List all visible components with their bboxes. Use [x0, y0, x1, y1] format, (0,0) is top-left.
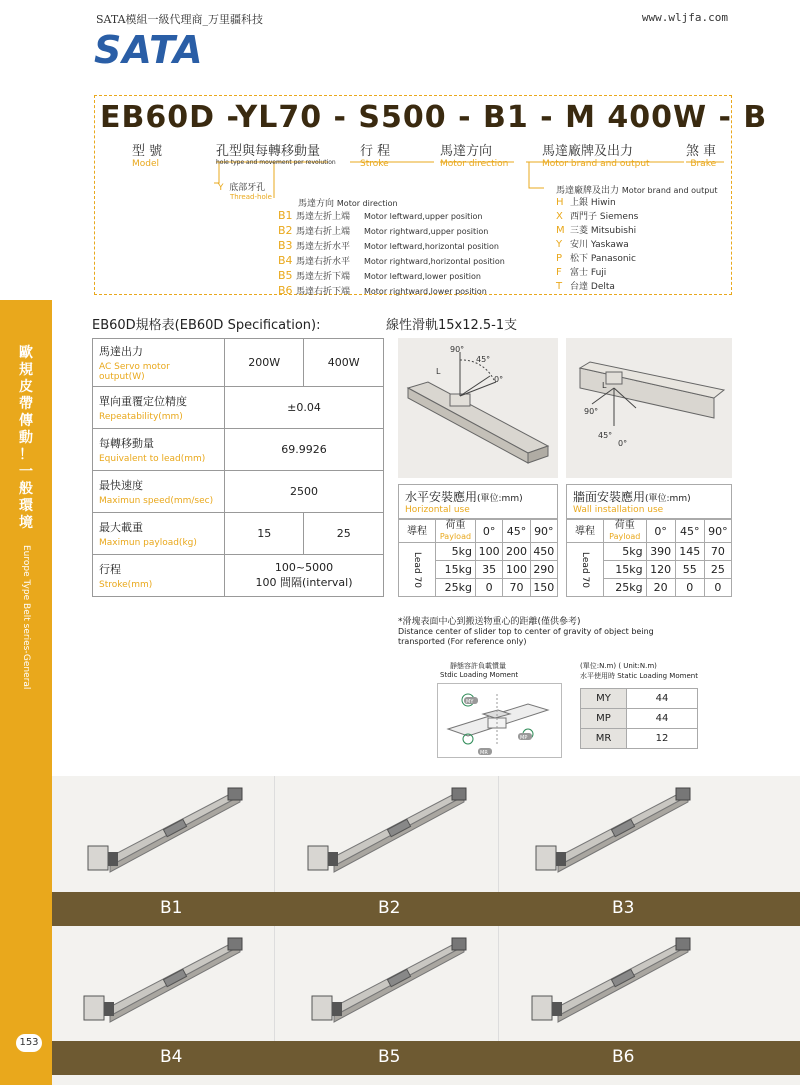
- lead-label: Lead 70: [567, 543, 604, 597]
- thread-hole-option: Y 底部牙孔 Thread-hole: [218, 183, 272, 201]
- angle-header: 90°: [530, 520, 557, 543]
- motor-direction-item: B4 馬達右折水平 Motor rightward,horizontal position: [278, 254, 505, 267]
- moment-row: [581, 709, 698, 729]
- spec-value: 400W: [304, 339, 384, 387]
- h-angle-45: 45°: [476, 355, 491, 364]
- motor-direction-item: B1 馬達左折上端 Motor leftward,upper position: [278, 209, 483, 222]
- lead-header: 導程: [399, 520, 436, 543]
- lead-label: Lead 70: [399, 543, 436, 597]
- moment-row: [581, 689, 698, 709]
- sidebar-char: 環: [19, 498, 33, 514]
- horizontal-mount-drawing: [398, 338, 558, 478]
- spec-label: 行程 Stroke(mm): [93, 555, 225, 597]
- product-label: B6: [612, 1047, 635, 1067]
- label-motor-direction: 馬達方向 Motor direction: [440, 144, 509, 169]
- product-label: B3: [612, 898, 635, 918]
- sidebar-char: 傳: [19, 413, 33, 429]
- motor-brand-item: T 台達 Delta: [556, 281, 615, 292]
- w-angle-90: 90°: [584, 407, 599, 416]
- label-brake: 煞 車 Brake: [686, 144, 717, 169]
- spec-value: 100~5000 100 間隔(interval): [225, 555, 384, 597]
- motor-brand-item: Y 安川 Yaskawa: [556, 239, 629, 250]
- horizontal-use-title: 水平安裝應用(單位:mm) Horizontal use: [398, 484, 558, 519]
- horizontal-use-block: [398, 484, 558, 597]
- sidebar-char: 歐: [19, 345, 33, 361]
- angle-header: 90°: [704, 520, 731, 543]
- load-header-row: [567, 520, 732, 543]
- payload-cell: 25kg: [435, 579, 475, 597]
- wall-use-block: [566, 484, 732, 597]
- wall-mount-diagram: [566, 338, 732, 478]
- sidebar-char: 一: [19, 464, 33, 480]
- motor-brand-item: H 上銀 Hiwin: [556, 197, 616, 208]
- moment-key: MP: [581, 709, 627, 729]
- label-stroke: 行 程 Stroke: [360, 144, 391, 169]
- load-value: 100: [503, 561, 530, 579]
- spec-label: 最大載重 Maximun payload(kg): [93, 513, 225, 555]
- motor-direction-item: B5 馬達左折下端 Motor leftward,lower position: [278, 269, 481, 282]
- load-value: 150: [530, 579, 557, 597]
- load-value: 0: [675, 579, 704, 597]
- spec-row: [93, 387, 384, 429]
- sidebar-char: 規: [19, 362, 33, 378]
- product-label-band: [52, 1041, 800, 1075]
- sidebar-char: 皮: [19, 379, 33, 395]
- moment-value: 44: [627, 689, 698, 709]
- motor-brand-item: X 西門子 Siemens: [556, 211, 639, 222]
- w-angle-0: 0°: [618, 439, 628, 448]
- motor-brand-item: P 松下 Panasonic: [556, 253, 636, 264]
- load-value: 145: [675, 543, 704, 561]
- load-value: 0: [475, 579, 502, 597]
- product-label: B5: [378, 1047, 401, 1067]
- payload-cell: 15kg: [603, 561, 646, 579]
- product-image-b5: [288, 930, 512, 1048]
- product-label-band: [52, 892, 800, 926]
- motor-direction-item: B3 馬達左折水平 Motor leftward,horizontal position: [278, 239, 499, 252]
- payload-header: 荷重 Payload: [435, 520, 475, 543]
- sidebar-subtitle: Europe Type Belt series-General: [21, 545, 31, 690]
- gallery-divider: [498, 776, 499, 894]
- motor-brand-list: 馬達廠牌及出力 Motor brand and output H 上銀 Hiwin X 西門子 Siemens M 三菱 Mitsubishi Y 安川 Yaskawa P 松下 Panasonic F 富士 Fuji T 台達 Delta: [556, 186, 718, 292]
- load-value: 25: [704, 561, 731, 579]
- motor-brand-item: M 三菱 Mitsubishi: [556, 225, 637, 236]
- rail-heading: 線性滑軌15x12.5-1支: [386, 318, 518, 333]
- load-value: 120: [646, 561, 675, 579]
- label-hole-type: 孔型與每轉移動量 hole type and movement per revolution: [216, 144, 336, 166]
- model-code-title: EB60D -YL70 - S500 - B1 - M 400W - B: [100, 100, 768, 135]
- svg-text:MP: MP: [520, 735, 528, 741]
- sidebar-title: [14, 345, 38, 532]
- static-moment-unit: (單位:N.m) ( Unit:N.m) 水平使用時 Static Loading Moment: [580, 662, 698, 680]
- label-model: 型 號 Model: [132, 144, 163, 169]
- sidebar-char: ！: [19, 447, 33, 463]
- load-header-row: [399, 520, 558, 543]
- spec-row: [93, 339, 384, 387]
- angle-header: 0°: [475, 520, 502, 543]
- payload-header: 荷重 Payload: [603, 520, 646, 543]
- load-row: [399, 543, 558, 561]
- payload-cell: 15kg: [435, 561, 475, 579]
- product-label: B4: [160, 1047, 183, 1067]
- product-image-b6: [512, 930, 736, 1048]
- h-angle-90: 90°: [450, 345, 465, 354]
- wall-use-title: 牆面安裝應用(單位:mm) Wall installation use: [566, 484, 732, 519]
- product-image-b3: [512, 780, 736, 898]
- product-image-b4: [64, 930, 288, 1048]
- label-motor-brand: 馬達廠牌及出力 Motor brand and output: [542, 144, 650, 169]
- spec-row: [93, 555, 384, 597]
- static-moment-diagram: [437, 683, 562, 758]
- load-value: 450: [530, 543, 557, 561]
- motor-brand-item: F 富士 Fuji: [556, 267, 607, 278]
- load-value: 100: [475, 543, 502, 561]
- motor-direction-item: B2 馬達右折上端 Motor rightward,upper position: [278, 224, 489, 237]
- spec-table: [92, 338, 384, 597]
- moment-value: 44: [627, 709, 698, 729]
- wall-use-table: [566, 519, 732, 597]
- static-moment-title: 靜態容許負載慣量 Stdic Loading Moment: [440, 662, 519, 679]
- spec-row: [93, 429, 384, 471]
- spec-value: 69.9926: [225, 429, 384, 471]
- actuator-drawing: [288, 930, 512, 1038]
- header-website: www.wljfa.com: [641, 11, 728, 24]
- payload-cell: 5kg: [435, 543, 475, 561]
- moment-value: 12: [627, 729, 698, 749]
- actuator-drawing: [512, 780, 736, 888]
- actuator-drawing: [288, 780, 512, 888]
- spec-row: [93, 471, 384, 513]
- load-value: 70: [704, 543, 731, 561]
- spec-value: 15: [225, 513, 304, 555]
- motor-direction-item: B6 馬達右折下端 Motor rightward,lower position: [278, 284, 487, 297]
- motor-direction-list: 馬達方向 Motor direction B1 馬達左折上端 Motor leftward,upper position B2 馬達右折上端 Motor rightward,upper position B3 馬達左折水平 Motor leftward,horizontal position B4 馬達右折水平 Motor rightward,horizontal position B5 馬達左折下端 Motor leftward,lower position B6 馬達右折下端 Motor rightward,lower position: [278, 199, 505, 297]
- gallery-divider: [274, 776, 275, 894]
- payload-cell: 5kg: [603, 543, 646, 561]
- spec-heading: EB60D規格表(EB60D Specification):: [92, 318, 321, 333]
- gallery-divider: [498, 926, 499, 1044]
- static-moment-table: [580, 688, 698, 749]
- wall-mount-drawing: [566, 338, 732, 478]
- actuator-drawing: [64, 780, 288, 888]
- header-distributor: SATA模組一級代理商_万里疆科技: [96, 13, 264, 26]
- sidebar-char: 帶: [19, 396, 33, 412]
- load-value: 0: [704, 579, 731, 597]
- load-value: 35: [475, 561, 502, 579]
- load-value: 390: [646, 543, 675, 561]
- product-image-b1: [64, 780, 288, 898]
- lead-header: 導程: [567, 520, 604, 543]
- page-number: 153: [16, 1034, 42, 1052]
- load-value: 55: [675, 561, 704, 579]
- load-value: 20: [646, 579, 675, 597]
- w-angle-45: 45°: [598, 431, 613, 440]
- angle-header: 0°: [646, 520, 675, 543]
- spec-value: 25: [304, 513, 384, 555]
- spec-value: 200W: [225, 339, 304, 387]
- moment-key: MY: [581, 689, 627, 709]
- horizontal-use-table: [398, 519, 558, 597]
- moment-key: MR: [581, 729, 627, 749]
- load-row: [567, 543, 732, 561]
- moment-drawing: [438, 684, 563, 759]
- load-value: 200: [503, 543, 530, 561]
- h-angle-0: 0°: [494, 375, 504, 384]
- actuator-drawing: [64, 930, 288, 1038]
- payload-cell: 25kg: [603, 579, 646, 597]
- spec-value: ±0.04: [225, 387, 384, 429]
- svg-text:MR: MR: [480, 750, 488, 756]
- angle-header: 45°: [675, 520, 704, 543]
- spec-value: 2500: [225, 471, 384, 513]
- spec-label: 每轉移動量 Equivalent to lead(mm): [93, 429, 225, 471]
- spec-label: 最快速度 Maximun speed(mm/sec): [93, 471, 225, 513]
- product-label: B2: [378, 898, 401, 918]
- logo: SATA: [94, 28, 204, 72]
- spec-label: 單向重覆定位精度 Repeatability(mm): [93, 387, 225, 429]
- svg-text:MY: MY: [466, 699, 474, 705]
- distance-note: *滑塊表面中心到搬送物重心的距離(僅供參考) Distance center of slider top to center of gravity of object being transported (For reference only): [398, 617, 654, 646]
- angle-header: 45°: [503, 520, 530, 543]
- spec-row: [93, 513, 384, 555]
- sidebar-char: 境: [19, 515, 33, 531]
- h-length-l: L: [436, 367, 441, 376]
- gallery-divider: [274, 926, 275, 1044]
- spec-label: 馬達出力 AC Servo motor output(W): [93, 339, 225, 387]
- sidebar-char: 動: [19, 430, 33, 446]
- product-image-b2: [288, 780, 512, 898]
- w-length-l: L: [602, 381, 607, 390]
- moment-row: [581, 729, 698, 749]
- load-value: 290: [530, 561, 557, 579]
- horizontal-mount-diagram: [398, 338, 558, 478]
- sidebar-char: 般: [19, 481, 33, 497]
- product-label: B1: [160, 898, 183, 918]
- load-value: 70: [503, 579, 530, 597]
- actuator-drawing: [512, 930, 736, 1038]
